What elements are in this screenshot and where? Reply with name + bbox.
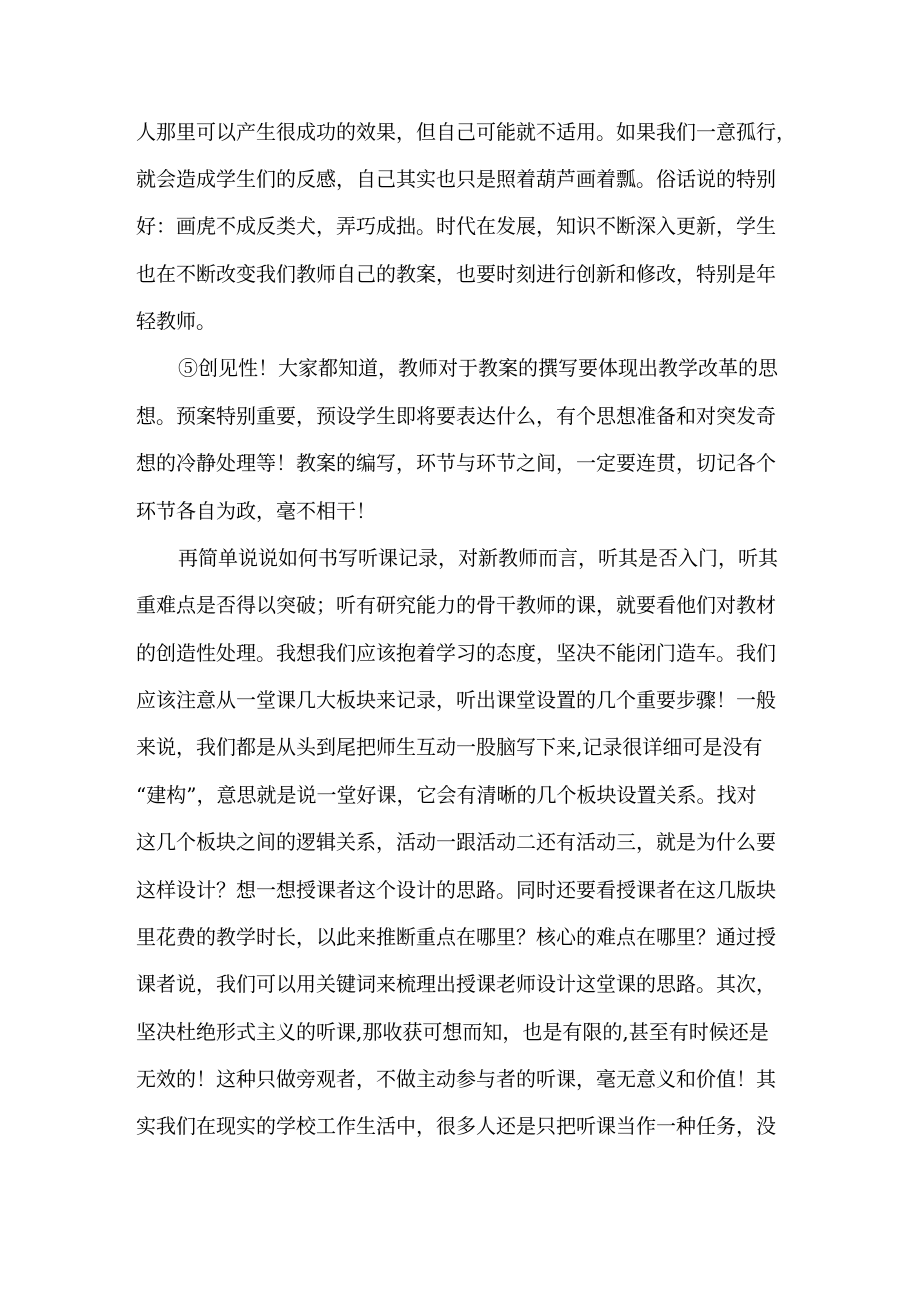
- text-line: 这几个板块之间的逻辑关系，活动一跟活动二还有活动三，就是为什么要: [136, 830, 776, 854]
- text-line: 应该注意从一堂课几大板块来记录，听出课堂设置的几个重要步骤！一般: [136, 688, 776, 712]
- text-line: 无效的！这种只做旁观者，不做主动参与者的听课，毫无意义和价值！其: [136, 1067, 776, 1091]
- text-line: 就会造成学生们的反感，自己其实也只是照着葫芦画着瓢。俗话说的特别: [136, 167, 776, 191]
- text-line: 轻教师。: [136, 309, 216, 333]
- text-line: 来说，我们都是从头到尾把师生互动一股脑写下来,记录很详细可是没有: [136, 735, 763, 759]
- text-line: 这样设计？想一想授课者这个设计的思路。同时还要看授课者在这几版块: [136, 878, 776, 902]
- text-line: 重难点是否得以突破；听有研究能力的骨干教师的课，就要看他们对教材: [136, 593, 776, 617]
- text-line: 想。预案特别重要，预设学生即将要表达什么，有个思想准备和对突发奇: [136, 404, 776, 428]
- text-line: 想的冷静处理等！教案的编写，环节与环节之间，一定要连贯，切记各个: [136, 451, 776, 475]
- text-line: 实我们在现实的学校工作生活中，很多人还是只把听课当作一种任务，没: [136, 1114, 776, 1138]
- text-line: 的创造性处理。我想我们应该抱着学习的态度，坚决不能闭门造车。我们: [136, 641, 776, 665]
- text-line: 坚决杜绝形式主义的听课,那收获可想而知，也是有限的,甚至有时候还是: [136, 1020, 769, 1044]
- paragraph-first-line: ⑤创见性！大家都知道，教师对于教案的撰写要体现出教学改革的思: [178, 356, 778, 380]
- text-line: 好：画虎不成反类犬，弄巧成拙。时代在发展，知识不断深入更新，学生: [136, 214, 776, 238]
- paragraph-first-line: 再简单说说如何书写听课记录，对新教师而言，听其是否入门，听其: [178, 546, 778, 570]
- text-line: 人那里可以产生很成功的效果，但自己可能就不适用。如果我们一意孤行，: [136, 120, 796, 144]
- text-line: 也在不断改变我们教师自己的教案，也要时刻进行创新和修改，特别是年: [136, 262, 776, 286]
- text-line: 里花费的教学时长，以此来推断重点在哪里？核心的难点在哪里？通过授: [136, 925, 776, 949]
- text-line: “建构”，意思就是说一堂好课，它会有清晰的几个板块设置关系。找对: [136, 783, 757, 807]
- text-line: 课者说，我们可以用关键词来梳理出授课老师设计这堂课的思路。其次，: [136, 972, 776, 996]
- text-line: 环节各自为政，毫不相干！: [136, 499, 376, 523]
